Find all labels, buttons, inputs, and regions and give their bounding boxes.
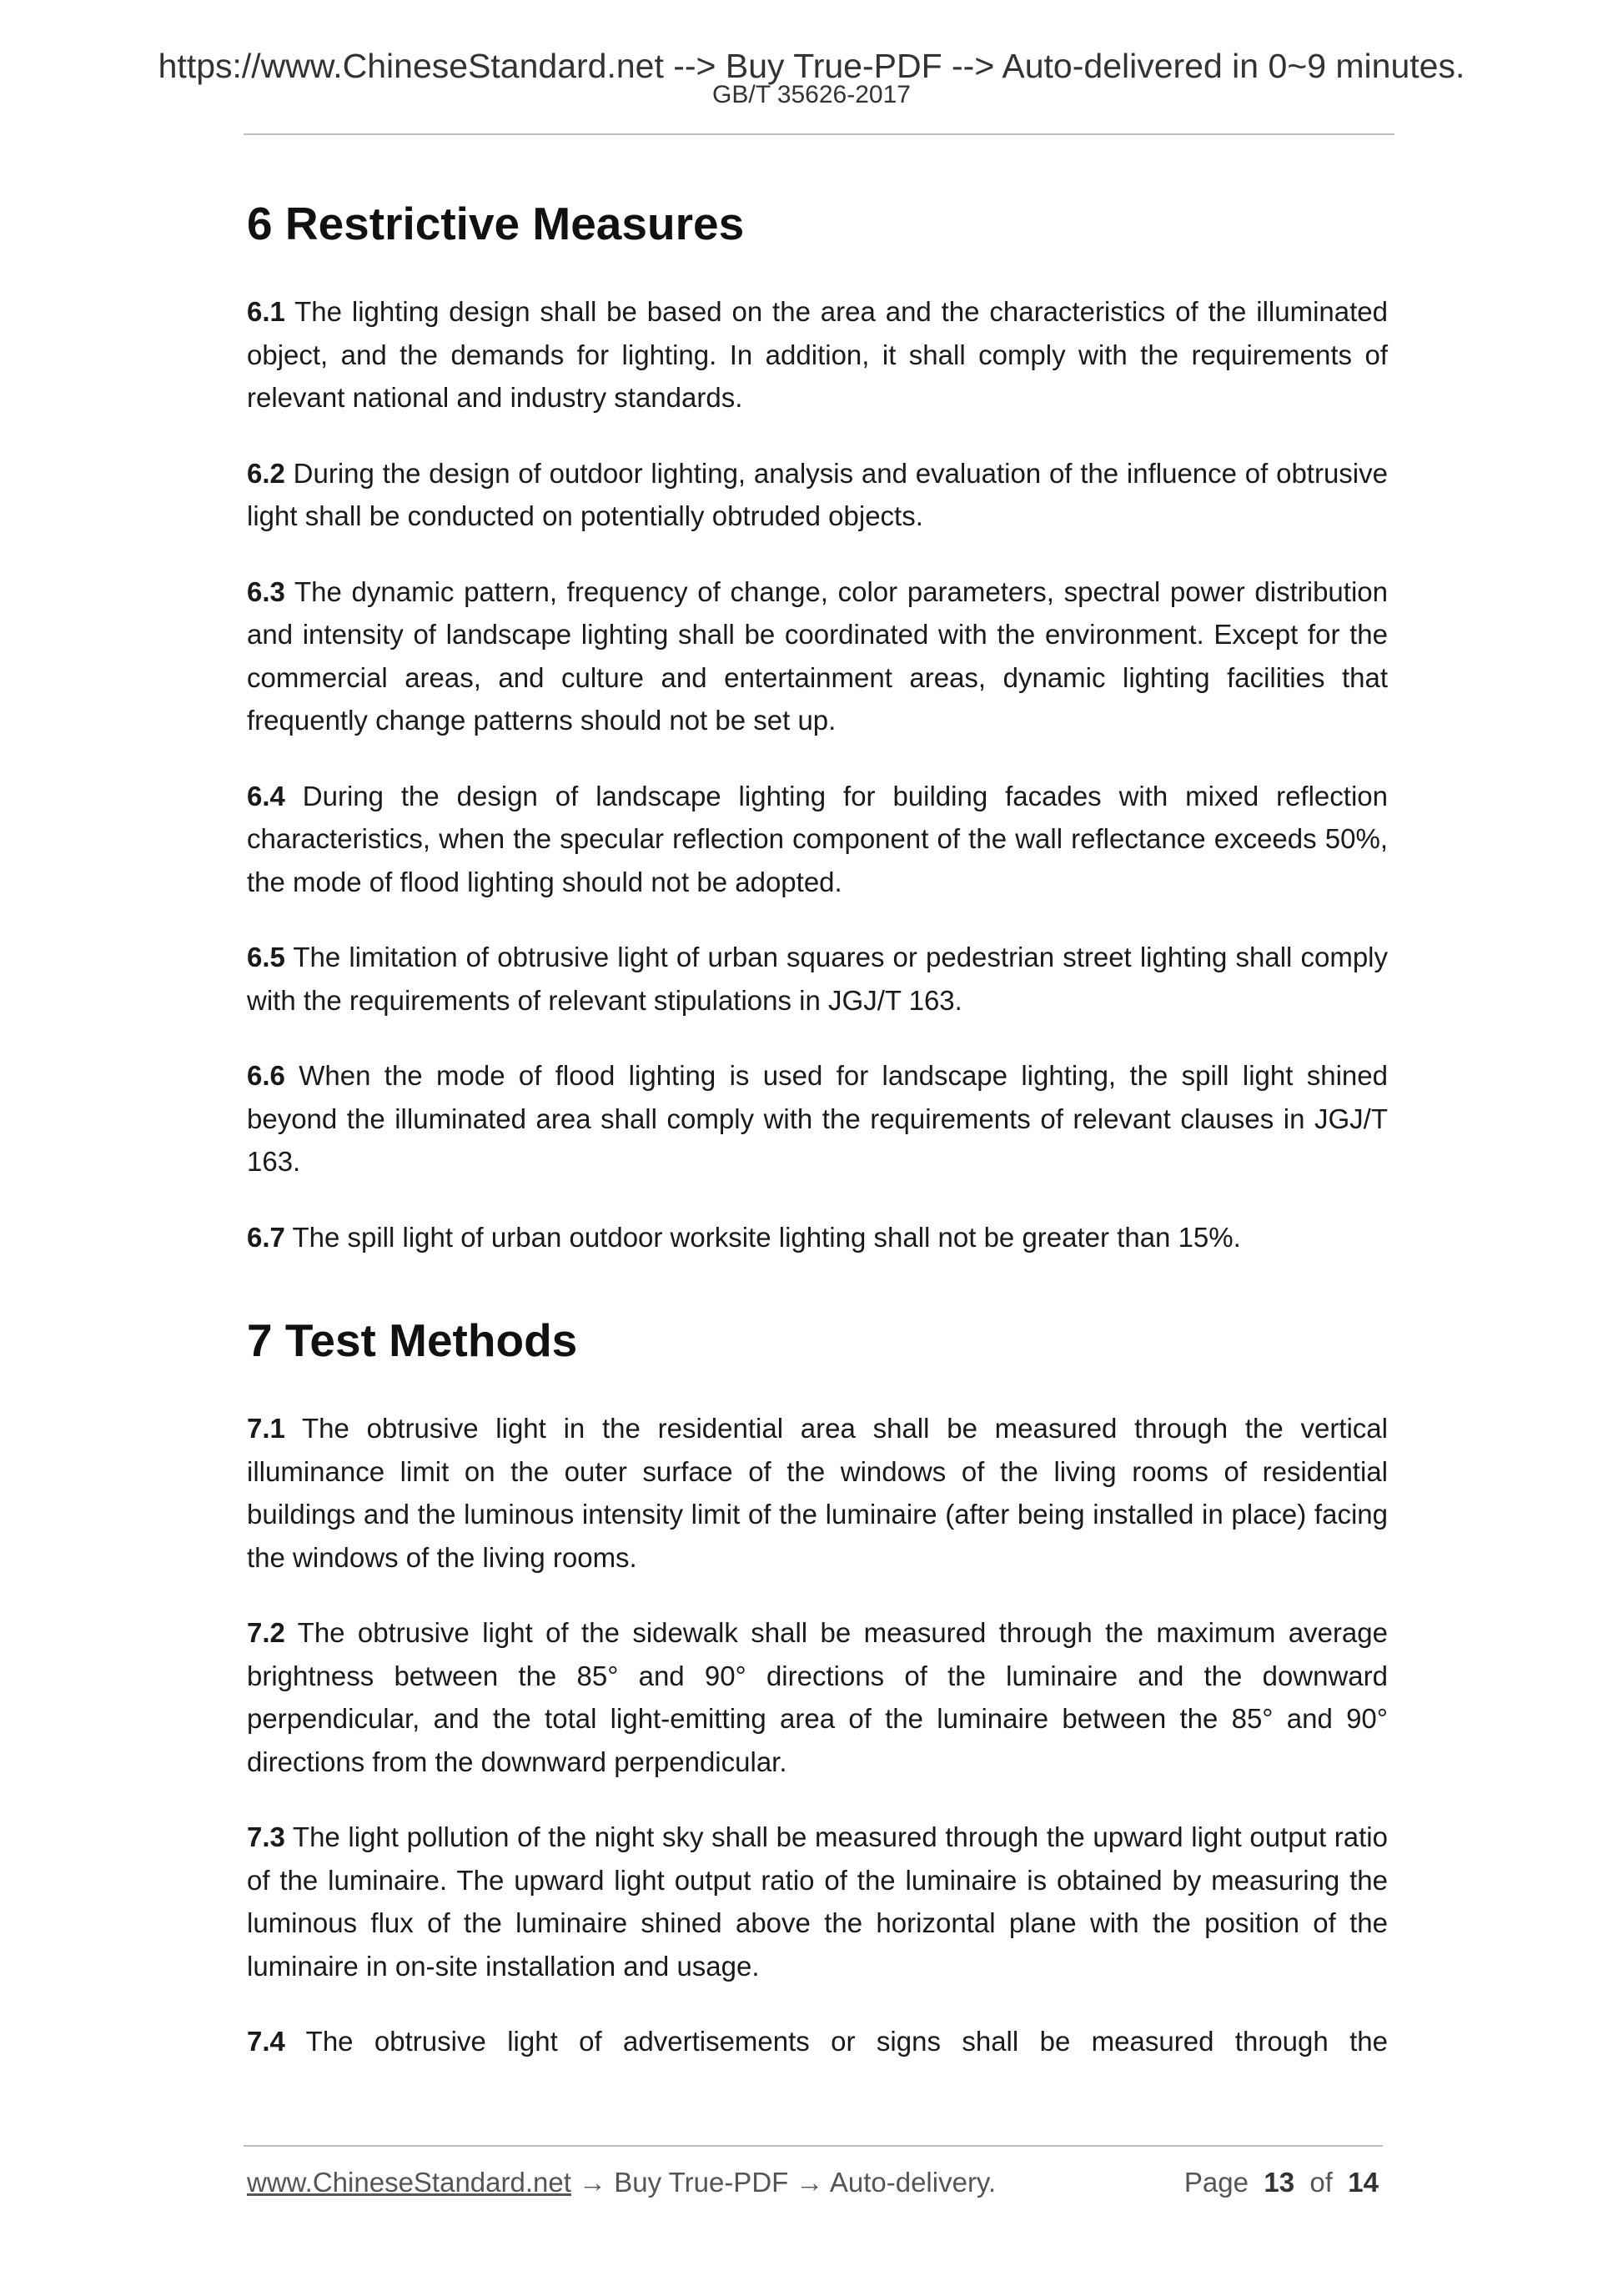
clause-6-5 — [247, 936, 1388, 1022]
arrow-icon: → — [788, 2167, 830, 2198]
clause-text: The obtrusive light of the sidewalk shall be measured through the maximum average brightness between the 85° and 90° directions of the luminaire and the downward perpendicular, and the total light-emitting area of the luminaire between the 85° and 90° directions from the downward perpendicular. — [247, 1617, 1388, 1777]
clause-number: 6.5 — [247, 942, 285, 972]
clause-number: 6.1 — [247, 296, 285, 327]
clause-text: The obtrusive light in the residential area shall be measured through the vertical illuminance limit on the outer surface of the windows of the living rooms of residential buildings and the luminous intensity limit of the luminaire (after being installed in place) facing the windows of the living rooms. — [247, 1413, 1388, 1573]
clause-text: The dynamic pattern, frequency of change, color parameters, spectral power distribution and intensity of landscape lighting shall be coordinated with the environment. Except for the commercial areas, and culture and entertainment areas, dynamic lighting facilities that frequently change patterns should not be set up. — [247, 575, 1388, 736]
clause-6-3 — [247, 570, 1388, 742]
clause-text: During the design of outdoor lighting, analysis and evaluation of the influence of obtrusive light shall be conducted on potentially obtruded objects. — [247, 457, 1388, 531]
clause-text: The light pollution of the night sky shall be measured through the upward light output ratio of the luminaire. The upward light output ratio of the luminaire is obtained by measuring the luminous flux of the luminaire shined above the horizontal plane with the position of the luminaire in on-site installation and usage. — [247, 1821, 1388, 1982]
clause-number: 6.2 — [247, 457, 285, 489]
clause-text: The lighting design shall be based on the area and the characteristics of the illuminated object, and the demands for lighting. In addition, it shall comply with the requirements of relevant national and industry standards. — [247, 296, 1388, 413]
clause-number: 7.2 — [247, 1617, 285, 1648]
footer-buy-text: Buy True-PDF — [614, 2167, 789, 2198]
page-indicator — [1184, 2167, 1379, 2198]
clause-text: During the design of landscape lighting for building facades with mixed reflection characteristics, when the specular reflection component of the wall reflectance exceeds 50%, the mode of flood lighting should not be adopted. — [247, 780, 1388, 897]
clause-7-1 — [247, 1407, 1388, 1579]
clause-7-4 — [247, 2020, 1388, 2063]
clause-6-4 — [247, 775, 1388, 904]
section-title-restrictive-measures: 6 Restrictive Measures — [247, 198, 745, 249]
footer-delivery-text: Auto-delivery. — [829, 2167, 997, 2198]
document-code: GB/T 35626-2017 — [712, 81, 911, 108]
of-label: of — [1309, 2167, 1333, 2198]
source-banner[interactable]: https://www.ChineseStandard.net --> Buy True-PDF --> Auto-delivered in 0~9 minutes. — [158, 47, 1465, 85]
page-total: 14 — [1348, 2167, 1379, 2198]
clause-number: 6.6 — [247, 1060, 285, 1091]
clause-number: 7.1 — [247, 1413, 285, 1444]
clause-text: When the mode of flood lighting is used for landscape lighting, the spill light shined beyond the illuminated area shall comply with the requirements of relevant clauses in JGJ/T 163. — [247, 1060, 1388, 1177]
clause-number: 7.4 — [247, 2026, 285, 2057]
header-divider — [244, 133, 1394, 135]
page-number: 13 — [1264, 2167, 1295, 2198]
clause-number: 6.4 — [247, 780, 285, 811]
clause-number: 6.3 — [247, 575, 285, 607]
clause-6-6 — [247, 1054, 1388, 1183]
page-body — [247, 197, 1388, 2096]
footer-promo — [247, 2167, 996, 2198]
clause-6-7 — [247, 1216, 1388, 1259]
clause-7-2 — [247, 1611, 1388, 1783]
clause-text: The limitation of obtrusive light of urban squares or pedestrian street lighting shall comply with the requirements of relevant stipulations in JGJ/T 163. — [247, 942, 1388, 1016]
clause-text: The spill light of urban outdoor worksite lighting shall not be greater than 15%. — [284, 1221, 1241, 1253]
clause-7-3 — [247, 1816, 1388, 1987]
footer-divider — [244, 2145, 1383, 2147]
page-label: Page — [1183, 2167, 1249, 2198]
clause-text: The obtrusive light of advertisements or signs shall be measured through the — [284, 2026, 1388, 2057]
arrow-icon: → — [570, 2167, 615, 2198]
clause-6-2 — [247, 452, 1388, 538]
clause-number: 6.7 — [247, 1221, 285, 1253]
clause-number: 7.3 — [247, 1821, 285, 1852]
footer-site-link[interactable]: www.ChineseStandard.net — [247, 2167, 571, 2198]
section-title-test-methods: 7 Test Methods — [247, 1314, 578, 1366]
clause-6-1 — [247, 290, 1388, 420]
